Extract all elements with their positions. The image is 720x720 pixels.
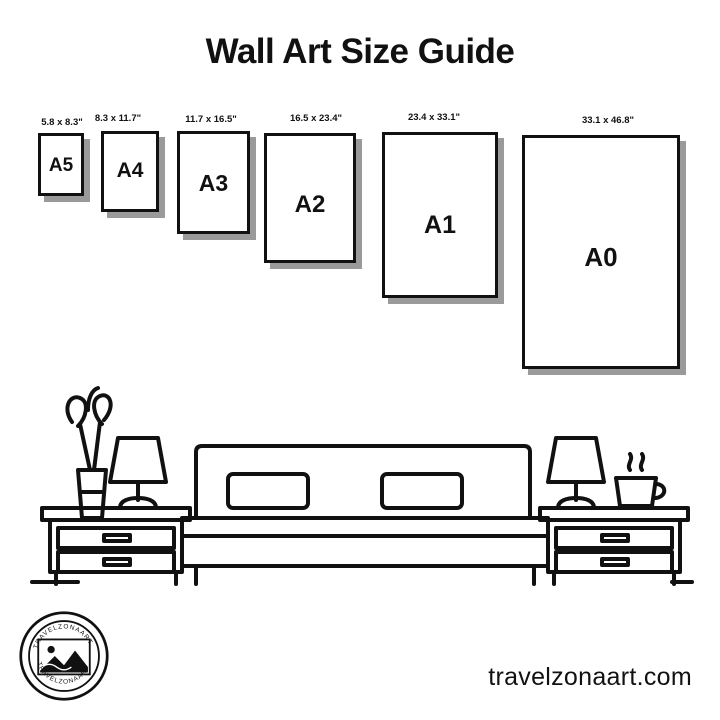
table-lamp-right: [548, 438, 604, 508]
logo-text-top: TRAVELZONAART: [32, 623, 94, 650]
frame-label-a4: A4: [116, 159, 144, 182]
nightstand-left: [42, 508, 190, 584]
coffee-cup: [616, 454, 664, 506]
frame-a5: [38, 133, 84, 196]
frame-label-a5: A5: [48, 155, 74, 176]
frame-a3: [177, 131, 250, 234]
frame-label-a1: A1: [424, 211, 456, 239]
bedroom-scene: [0, 370, 720, 610]
dimension-label-a3: 11.7 x 16.5": [185, 114, 237, 125]
frame-a1: [382, 132, 498, 298]
frame-label-a3: A3: [198, 170, 229, 196]
bed: [182, 446, 548, 584]
nightstand-right: [540, 508, 688, 584]
frame-a0: [522, 135, 680, 369]
dimension-label-a1: 23.4 x 33.1": [407, 112, 461, 123]
dimension-label-a4: 8.3 x 11.7": [94, 113, 142, 124]
frame-label-a0: A0: [584, 242, 618, 272]
dimension-label-a2: 16.5 x 23.4": [289, 113, 343, 124]
dimension-label-a0: 33.1 x 46.8": [581, 115, 635, 126]
frame-a2: [264, 133, 356, 263]
page-title: Wall Art Size Guide: [205, 32, 515, 71]
logo-text-bottom: TRAVELZONAART: [35, 661, 92, 686]
dimension-label-a5: 5.8 x 8.3": [41, 117, 83, 128]
website-url: travelzonaart.com: [488, 663, 692, 691]
frame-label-a2: A2: [294, 191, 326, 218]
vase-with-flowers: [67, 388, 110, 518]
frame-a4: [101, 131, 159, 212]
brand-logo: [18, 610, 110, 702]
table-lamp-left: [110, 438, 166, 508]
